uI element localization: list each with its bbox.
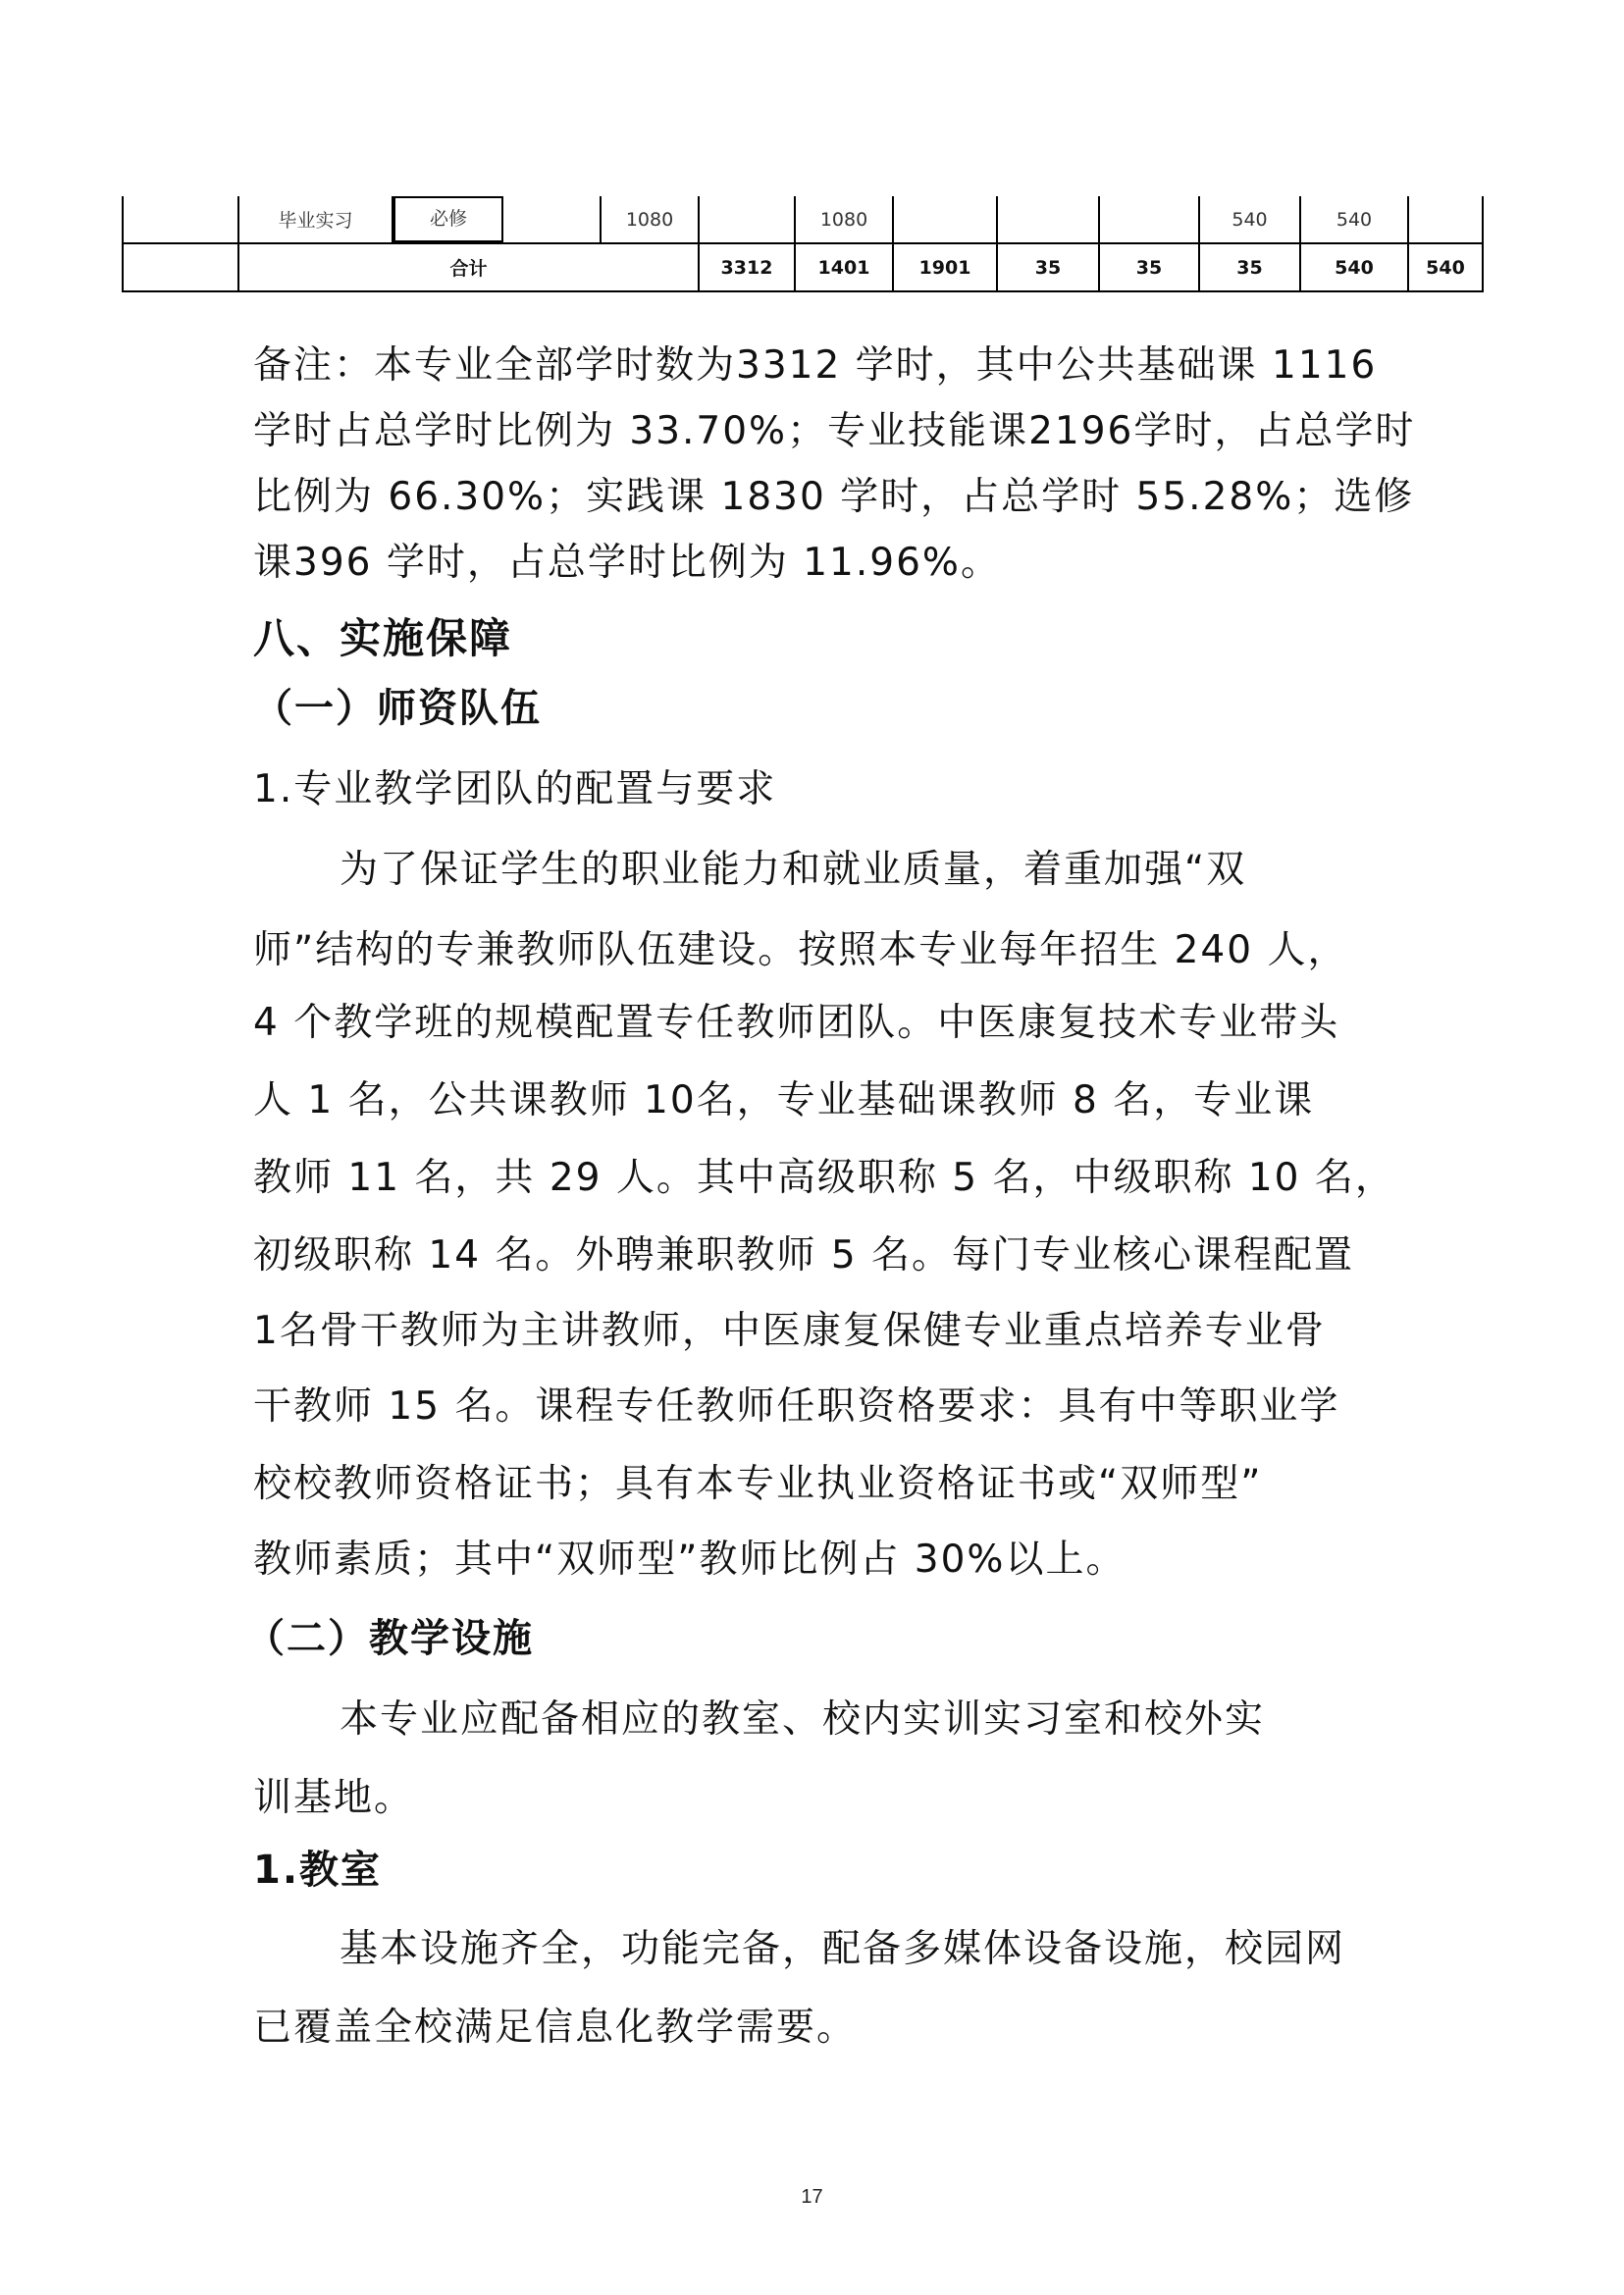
semester-cell xyxy=(893,196,997,243)
paragraph-line: 师”结构的专兼教师队伍建设。按照本专业每年招生 240 人， xyxy=(253,928,1348,972)
course-name-cell: 毕业实习 xyxy=(238,196,393,243)
item-heading: 1.专业教学团队的配置与要求 xyxy=(253,767,777,811)
semester-cell xyxy=(997,196,1099,243)
paragraph-line: 初级职称 14 名。外聘兼职教师 5 名。每门专业核心课程配置 xyxy=(253,1233,1355,1278)
note-line: 课396 学时，占总学时比例为 11.96%。 xyxy=(253,541,1001,585)
paragraph-line: 1名骨干教师为主讲教师，中医康复保健专业重点培养专业骨 xyxy=(253,1309,1326,1353)
total-hours-cell: 3312 xyxy=(699,243,795,291)
theory-hours-cell: 1401 xyxy=(795,243,893,291)
semester-cell xyxy=(1099,196,1199,243)
section-heading: 八、实施保障 xyxy=(253,614,513,662)
semester-cell: 540 xyxy=(1199,196,1300,243)
paragraph-line: 校校教师资格证书；具有本专业执业资格证书或“双师型” xyxy=(253,1462,1263,1506)
table-cell xyxy=(502,196,601,243)
practice-hours-cell: 1901 xyxy=(893,243,997,291)
course-type-box: 必修 xyxy=(393,196,503,242)
paragraph-line: 为了保证学生的职业能力和就业质量，着重加强“双 xyxy=(340,848,1247,892)
practice-hours-cell: 1080 xyxy=(795,196,893,243)
note-line: 备注：本专业全部学时数为3312 学时，其中公共基础课 1116 xyxy=(253,343,1378,388)
semester-cell: 35 xyxy=(1199,243,1300,291)
paragraph-line: 4 个教学班的规模配置专任教师团队。中医康复技术专业带头 xyxy=(253,1001,1340,1045)
credit-cell xyxy=(1408,196,1483,243)
semester-cell: 540 xyxy=(1408,243,1483,291)
semester-cell: 35 xyxy=(1099,243,1199,291)
course-type-cell xyxy=(393,196,502,243)
page-number: 17 xyxy=(801,2186,823,2208)
semester-cell: 35 xyxy=(997,243,1099,291)
note-line: 学时占总学时比例为 33.70%；专业技能课2196学时，占总学时 xyxy=(253,409,1416,453)
note-line: 比例为 66.30%；实践课 1830 学时，占总学时 55.28%；选修 xyxy=(253,475,1415,519)
semester-cell: 540 xyxy=(1300,243,1408,291)
course-hours-table xyxy=(122,196,1484,292)
paragraph-line: 基本设施齐全，功能完备，配备多媒体设备设施，校园网 xyxy=(340,1927,1346,1971)
subsection-heading: （一）师资队伍 xyxy=(253,686,542,731)
paragraph-line: 已覆盖全校满足信息化教学需要。 xyxy=(253,2006,858,2050)
total-label-cell: 合计 xyxy=(238,243,699,291)
paragraph-line: 人 1 名，公共课教师 10名，专业基础课教师 8 名，专业课 xyxy=(253,1078,1315,1122)
table-row-internship xyxy=(123,196,1483,243)
paragraph-line: 本专业应配备相应的教室、校内实训实习室和校外实 xyxy=(340,1697,1266,1742)
semester-cell: 540 xyxy=(1300,196,1408,243)
paragraph-line: 教师素质；其中“双师型”教师比例占 30%以上。 xyxy=(253,1538,1126,1582)
paragraph-line: 训基地。 xyxy=(253,1776,415,1820)
table-cell xyxy=(123,243,238,291)
paragraph-line: 干教师 15 名。课程专任教师任职资格要求：具有中等职业学 xyxy=(253,1384,1340,1429)
theory-hours-cell xyxy=(699,196,795,243)
table-cell xyxy=(123,196,238,243)
item-heading: 1.教室 xyxy=(253,1848,383,1893)
paragraph-line: 教师 11 名，共 29 人。其中高级职称 5 名，中级职称 10 名， xyxy=(253,1156,1395,1200)
table-row-total xyxy=(123,243,1483,291)
subsection-heading: （二）教学设施 xyxy=(245,1616,534,1661)
total-hours-cell: 1080 xyxy=(601,196,699,243)
